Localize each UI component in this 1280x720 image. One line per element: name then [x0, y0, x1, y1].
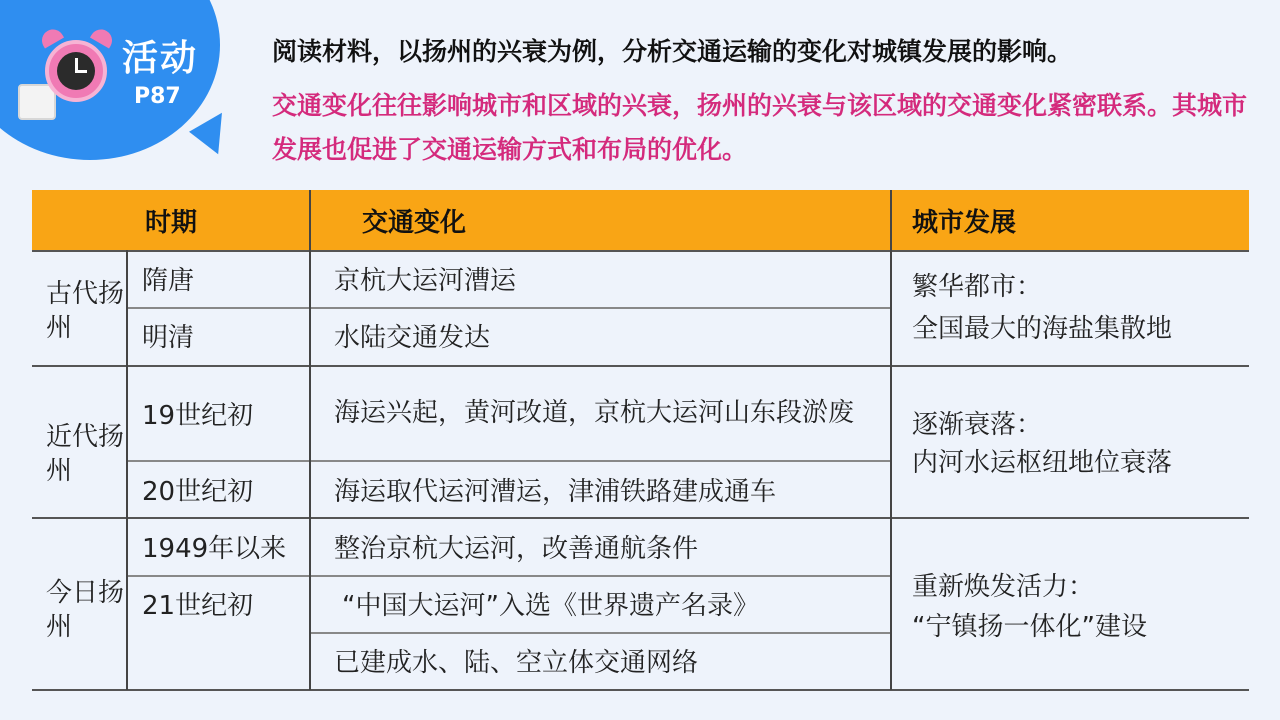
history-table [32, 190, 1249, 690]
header-city-development: 城市发展 [912, 190, 1212, 250]
header-period: 时期 [32, 190, 310, 250]
row-divider [310, 575, 892, 577]
period-cell: 1949年以来 [142, 534, 287, 564]
development-detail: 全国最大的海盐集散地 [912, 313, 1173, 344]
change-cell: “中国大运河”入选《世界遗产名录》 [342, 591, 759, 621]
period-cell: 21世纪初 [142, 591, 254, 621]
period-cell: 19世纪初 [142, 400, 254, 431]
row-divider [128, 460, 892, 462]
table-bottom-line [32, 689, 1249, 691]
page-reference: P87 [134, 84, 181, 109]
development-detail: 内河水运枢纽地位衰落 [912, 447, 1173, 478]
activity-title: 活动 [122, 38, 199, 79]
row-divider [32, 517, 1249, 519]
change-cell: 整治京杭大运河，改善通航条件 [334, 534, 699, 564]
header-transport-change: 交通变化 [362, 190, 762, 250]
row-divider [310, 632, 892, 634]
era-name: 古代扬州 [46, 279, 125, 343]
development-title: 逐渐衰落： [912, 409, 1043, 440]
column-divider [126, 250, 128, 690]
period-cell: 20世纪初 [142, 476, 254, 507]
period-cell: 隋唐 [142, 266, 195, 296]
row-divider [128, 575, 310, 577]
column-divider [309, 190, 311, 690]
change-cell: 京杭大运河漕运 [334, 266, 517, 296]
change-cell: 已建成水、陆、空立体交通网络 [334, 648, 699, 678]
development-title: 繁华都市： [912, 271, 1043, 302]
alarm-clock-icon [45, 40, 107, 102]
row-divider [128, 307, 892, 309]
question-text: 阅读材料，以扬州的兴衰为例，分析交通运输的变化对城镇发展的影响。 [272, 37, 1073, 66]
development-detail: “宁镇扬一体化”建设 [912, 611, 1147, 642]
row-divider [32, 365, 1249, 367]
era-name: 近代扬州 [46, 422, 125, 486]
row-divider [32, 250, 1249, 252]
answer-text: 交通变化往往影响城市和区域的兴衰，扬州的兴衰与该区域的交通变化紧密联系。其城市发展也促进了交通运输方式和布局的优化。 [272, 91, 1248, 164]
period-cell: 明清 [142, 323, 195, 353]
badge-tail [189, 113, 239, 161]
era-name: 今日扬州 [46, 578, 125, 642]
development-title: 重新焕发活力： [912, 571, 1095, 602]
column-divider [890, 190, 892, 690]
change-cell: 海运兴起，黄河改道，京杭大运河山东段淤废 [334, 398, 855, 428]
change-cell: 海运取代运河漕运，津浦铁路建成通车 [334, 476, 777, 507]
change-cell: 水陆交通发达 [334, 323, 491, 353]
